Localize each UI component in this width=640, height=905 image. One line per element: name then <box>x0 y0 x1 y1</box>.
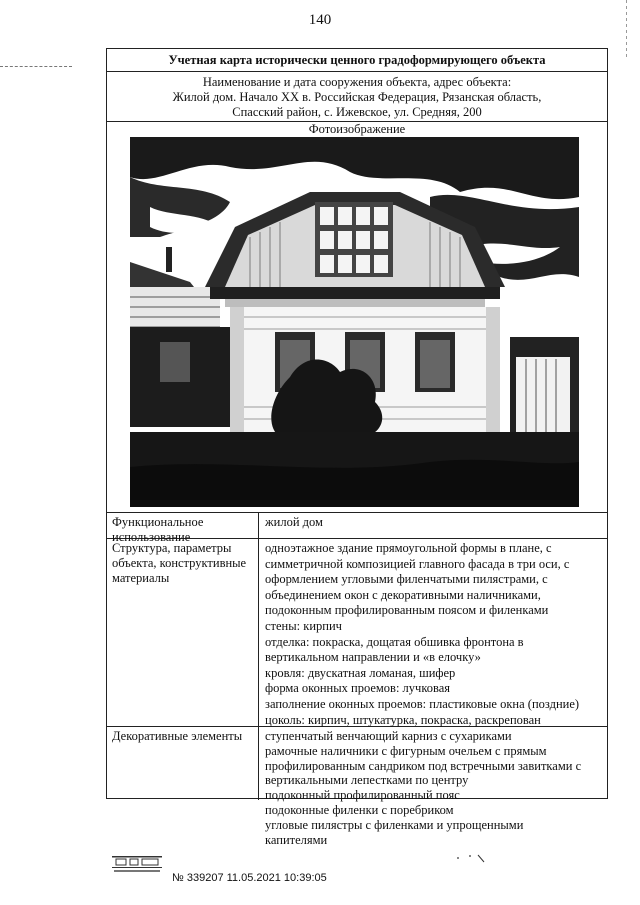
value-line: вертикальными лепестками по центру <box>265 773 469 788</box>
value-line: подоконным профилированным поясом и филенками <box>265 603 549 618</box>
value-line: капителями <box>265 832 328 847</box>
photo-section <box>107 122 607 513</box>
value-line: отделка: покраска, дощатая обшивка фронтона в <box>265 634 524 649</box>
row-label <box>107 539 259 726</box>
row-value <box>259 513 607 538</box>
label-line: использование <box>112 530 191 544</box>
value-line: рамочные наличники с фигурным очельем с прямым <box>265 743 547 758</box>
value-line: цоколь: кирпич, штукатурка, покраска, раскрепован <box>265 712 541 727</box>
value-line: оформлением угловыми филенчатыми пилястрами, с <box>265 572 548 587</box>
object-name-line: Наименование и дата сооружения объекта, адрес объекта: <box>202 75 512 89</box>
value-line: кровля: двускатная ломаная, шифер <box>265 665 456 680</box>
registration-card <box>106 48 608 847</box>
object-name-line: Жилой дом. Начало XX в. Российская Федерация, Рязанская область, <box>172 90 542 104</box>
scan-edge-mark-right <box>626 0 627 60</box>
scan-edge-mark <box>0 66 72 72</box>
value-line: стены: кирпич <box>265 618 342 633</box>
document-logo-icon <box>110 853 164 875</box>
house-photo <box>130 137 579 507</box>
page-number: 140 <box>308 12 332 28</box>
label-line: объекта, конструктивные <box>112 556 247 570</box>
photo-caption: Фотоизображение <box>308 122 406 136</box>
label-line: Декоративные элементы <box>112 729 243 743</box>
value-line: подоконный профилированный пояс <box>265 788 460 803</box>
value-line: объединением окон с декоративными наличниками, <box>265 587 541 602</box>
label-line: Структура, параметры <box>112 541 232 555</box>
row-function <box>107 513 607 544</box>
document-stamp: № 339207 11.05.2021 10:39:05 <box>172 872 327 884</box>
value-line: профилированным сандриком под встречными завитками с <box>265 758 582 773</box>
object-name-line: Спасский район, с. Ижевское, ул. Средняя, 200 <box>232 105 482 119</box>
row-value <box>259 727 607 847</box>
card-title: Учетная карта исторически ценного градоформирующего объекта <box>107 49 607 72</box>
label-line: материалы <box>112 571 170 585</box>
value-line: угловые пилястры с филенками и упрощенными <box>265 817 524 832</box>
value-line: форма оконных проемов: лучковая <box>265 681 451 696</box>
value-line: ступенчатый венчающий карниз с сухариками <box>265 729 512 743</box>
value-line: вертикальном направлении и «в елочку» <box>265 650 481 665</box>
row-decor <box>107 727 607 847</box>
label-line: Функциональное <box>112 515 204 529</box>
row-label <box>107 513 259 544</box>
value-line: симметричной композицией главного фасада в три оси, с <box>265 556 570 571</box>
row-structure <box>107 539 607 727</box>
scan-dash-mark-icon <box>448 852 486 866</box>
row-value <box>259 539 607 726</box>
value-line: одноэтажное здание прямоугольной формы в плане, с <box>265 541 552 555</box>
value-line: жилой дом <box>265 515 323 529</box>
value-line: подоконные филенки с поребриком <box>265 802 454 817</box>
object-name-block <box>107 72 607 122</box>
row-label <box>107 727 259 800</box>
value-line: заполнение оконных проемов: пластиковые окна (поздние) <box>265 696 580 711</box>
